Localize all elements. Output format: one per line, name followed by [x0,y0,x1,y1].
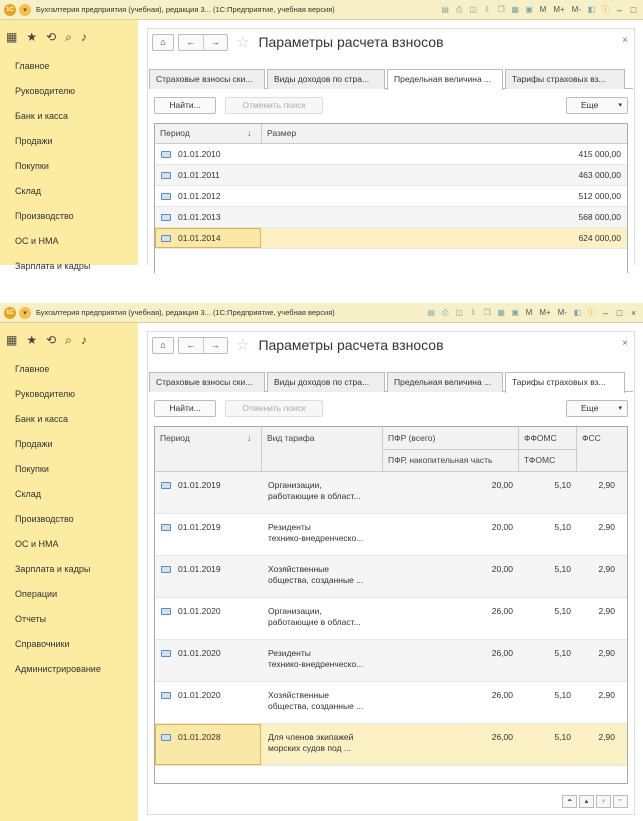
record-icon [161,482,171,489]
favorites-star-icon[interactable]: ★ [26,30,38,44]
tariff-line-1: Хозяйственные [268,564,329,574]
command-bar [154,400,628,418]
size-cell: 415 000,00 [578,149,621,159]
memory-mplus-button[interactable]: M+ [553,5,565,14]
home-icon: ⌂ [160,37,166,47]
close-icon[interactable]: × [622,35,628,46]
search-icon[interactable]: ⌕ [65,332,72,347]
forward-button[interactable]: → [210,36,220,47]
record-icon [161,151,171,158]
app-window-top [0,0,643,271]
maximize-button[interactable]: □ [616,307,623,318]
pfr-cell: 26,00 [491,690,513,700]
tab-insurance-scales[interactable]: Страховые взносы ски... [149,69,265,89]
col-tariff[interactable]: Вид тарифа [267,433,315,443]
sidebar-item-assets[interactable]: ОС и НМА [15,236,59,246]
sidebar-item-manager[interactable]: Руководителю [15,86,76,96]
tariff-cell [268,480,380,502]
tariff-line-1: Организации, [268,480,322,490]
period-cell: 01.01.2019 [178,564,221,574]
title-bar [0,303,643,323]
memory-mplus-button[interactable]: M+ [539,308,551,317]
history-icon[interactable]: ⟲ [46,333,57,347]
ffoms-cell: 5,10 [554,480,571,490]
calendar-icon[interactable]: ▣ [511,308,519,317]
period-cell: 01.01.2012 [178,191,221,201]
more-button[interactable] [566,400,628,417]
search-icon[interactable]: ⌕ [65,29,72,44]
1c-logo-icon: 1С [4,307,16,319]
sidebar-item-salary[interactable]: Зарплата и кадры [15,564,91,574]
pfr-cell: 20,00 [491,522,513,532]
tariff-cell [268,690,380,712]
record-icon [161,608,171,615]
period-cell: 01.01.2020 [178,690,221,700]
col-pfr-total[interactable]: ПФР (всего) [388,433,436,443]
scroll-up-button[interactable]: ▲ [579,795,594,808]
record-icon [161,692,171,699]
sidebar-item-salary[interactable]: Зарплата и кадры [15,261,91,271]
period-cell: 01.01.2010 [178,149,221,159]
print-icon[interactable]: ⎙ [455,4,463,14]
panel-icon[interactable]: ◧ [587,5,596,14]
tariffs-table [154,426,628,784]
history-icon[interactable]: ⟲ [46,30,57,44]
sidebar-item-main[interactable]: Главное [15,364,50,374]
size-cell: 568 000,00 [578,212,621,222]
sidebar-item-catalogs[interactable]: Справочники [15,639,70,649]
sidebar-item-assets[interactable]: ОС и НМА [15,539,59,549]
page-title: Параметры расчета взносов [258,337,444,353]
print-icon[interactable]: ⎙ [441,307,449,317]
app-window-bottom [0,303,643,821]
sidebar-item-operations[interactable]: Операции [15,589,58,599]
attach-icon[interactable]: ⇩ [469,308,477,317]
tariff-line-1: Для членов экипажей [268,732,354,742]
tariff-line-1: Хозяйственные [268,690,329,700]
sidebar-item-main[interactable]: Главное [15,61,50,71]
1c-logo-icon: 1С [4,4,16,16]
forward-button[interactable]: → [210,339,220,350]
table-row[interactable] [155,144,627,165]
col-pfr-funded[interactable]: ПФР, накопительная часть [388,455,493,465]
period-cell: 01.01.2013 [178,212,221,222]
sidebar-item-warehouse[interactable]: Склад [15,489,42,499]
sidebar-item-production[interactable]: Производство [15,211,74,221]
save-icon[interactable]: ▤ [441,5,449,14]
preview-icon[interactable]: ◫ [455,308,463,317]
window-title: Бухгалтерия предприятия (учебная), редакция 3... (1С:Предприятие, учебная версия) [36,308,335,317]
table-row[interactable] [155,556,627,598]
content-area [140,323,643,821]
size-cell: 624 000,00 [578,233,621,243]
table-row[interactable] [155,640,627,682]
tab-insurance-scales[interactable]: Страховые взносы ски... [149,372,265,392]
title-bar [0,0,643,20]
bell-icon[interactable]: ♪ [80,30,87,44]
tariff-cell [268,564,380,586]
memory-mminus-button[interactable]: M- [557,308,567,317]
form-panel [147,331,635,815]
nav-arrows [178,337,228,354]
home-button[interactable] [152,337,174,354]
back-button[interactable]: ← [179,35,204,50]
tariff-line-2: работающие в област... [268,617,361,627]
find-button[interactable]: Найти... [154,97,216,114]
record-icon [161,650,171,657]
chevron-down-icon: ▾ [618,405,622,412]
back-button[interactable]: ← [179,338,204,353]
table-row[interactable] [155,186,627,207]
info-icon[interactable]: ⓘ [587,308,596,317]
bell-icon[interactable]: ♪ [80,333,87,347]
cancel-search-button[interactable]: Отменить поиск [225,400,323,417]
record-icon [161,172,171,179]
form-panel [147,28,635,265]
sidebar [0,323,138,821]
ffoms-cell: 5,10 [554,606,571,616]
ffoms-cell: 5,10 [554,732,571,742]
fss-cell: 2,90 [598,564,615,574]
sidebar-item-purchases[interactable]: Покупки [15,161,49,171]
table-header [155,427,627,472]
tariff-line-1: Резиденты [268,648,311,658]
tariff-line-2: технико-внедренческо... [268,659,364,669]
ffoms-cell: 5,10 [554,648,571,658]
col-period[interactable]: Период [160,128,190,138]
pfr-cell: 20,00 [491,564,513,574]
sidebar-item-bank[interactable]: Банк и касса [15,414,68,424]
favorite-star-icon[interactable]: ☆ [236,34,250,51]
tab-tariffs[interactable]: Тарифы страховых вз... [505,372,625,393]
period-cell: 01.01.2011 [178,170,220,180]
period-cell: 01.01.2020 [178,648,221,658]
command-bar [154,97,628,115]
period-cell: 01.01.2028 [178,732,221,742]
fss-cell: 2,90 [598,690,615,700]
table-row[interactable] [155,682,627,724]
tariff-cell [268,606,380,628]
close-icon[interactable]: × [622,338,628,349]
col-period[interactable]: Период [160,433,190,443]
sort-down-icon[interactable]: ↓ [247,128,252,138]
memory-mminus-button[interactable]: M- [571,5,581,14]
record-icon [161,235,171,242]
fss-cell: 2,90 [598,480,615,490]
content-area [140,20,643,265]
period-cell: 01.01.2019 [178,522,221,532]
apps-grid-icon[interactable]: ▦ [6,30,18,44]
record-icon [161,734,171,741]
info-icon[interactable]: ⓘ [601,5,610,14]
period-cell: 01.01.2014 [178,233,221,243]
col-tfoms[interactable]: ТФОМС [524,455,556,465]
selected-cell [155,724,261,765]
sidebar-item-warehouse[interactable]: Склад [15,186,42,196]
col-ffoms[interactable]: ФФОМС [524,433,557,443]
favorite-star-icon[interactable]: ☆ [236,337,250,354]
table-row[interactable] [155,472,627,514]
tab-tariffs[interactable]: Тарифы страховых вз... [505,69,625,89]
list-scroll-buttons [562,795,628,808]
cancel-search-button[interactable]: Отменить поиск [225,97,323,114]
sort-down-icon[interactable]: ↓ [247,433,252,443]
pfr-cell: 26,00 [491,732,513,742]
tariff-line-1: Организации, [268,606,322,616]
home-icon: ⌂ [160,340,166,350]
minimize-button[interactable]: – [602,307,608,318]
memory-m-button[interactable]: M [525,308,533,317]
sidebar-item-sales[interactable]: Продажи [15,439,53,449]
maximize-button[interactable]: □ [630,4,637,15]
preview-icon[interactable]: ◫ [469,5,477,14]
page-title: Параметры расчета взносов [258,34,444,50]
fss-cell: 2,90 [598,732,615,742]
calendar-icon[interactable]: ▣ [525,5,533,14]
main-menu-icon[interactable]: ▾ [19,307,31,319]
period-cell: 01.01.2019 [178,480,221,490]
sidebar-item-production[interactable]: Производство [15,514,74,524]
copy-icon[interactable]: ❐ [497,5,505,14]
memory-m-button[interactable]: M [539,5,547,14]
copy-icon[interactable]: ❐ [483,308,491,317]
minimize-button[interactable]: – [616,4,622,15]
panel-icon[interactable]: ◧ [573,308,582,317]
table-row[interactable] [155,598,627,640]
table-row[interactable] [155,228,627,249]
nav-arrows [178,34,228,51]
record-icon [161,566,171,573]
record-icon [161,214,171,221]
sidebar [0,20,138,271]
more-button[interactable] [566,97,628,114]
ffoms-cell: 5,10 [554,690,571,700]
sidebar-item-bank[interactable]: Банк и касса [15,111,68,121]
window-title: Бухгалтерия предприятия (учебная), редакция 3... (1С:Предприятие, учебная версия) [36,5,335,14]
scroll-last-button[interactable]: ⏷ [613,795,628,808]
ffoms-cell: 5,10 [554,522,571,532]
tab-limit-value[interactable]: Предельная величина ... [387,69,503,90]
limit-table [154,123,628,273]
record-icon [161,193,171,200]
tariff-cell [268,732,380,754]
calculator-icon[interactable]: ▦ [511,5,519,14]
more-label: Еще [581,100,599,110]
table-row[interactable] [155,724,627,766]
sidebar-item-admin[interactable]: Администрирование [15,664,101,674]
ffoms-cell: 5,10 [554,564,571,574]
pfr-cell: 26,00 [491,606,513,616]
more-label: Еще [581,403,599,413]
fss-cell: 2,90 [598,606,615,616]
apps-grid-icon[interactable]: ▦ [6,333,18,347]
chevron-down-icon: ▾ [618,102,622,109]
calculator-icon[interactable]: ▦ [497,308,505,317]
sidebar-item-purchases[interactable]: Покупки [15,464,49,474]
tab-bar [149,69,633,89]
col-size[interactable]: Размер [267,128,297,138]
size-cell: 463 000,00 [578,170,621,180]
tab-income-types[interactable]: Виды доходов по стра... [267,372,385,392]
table-row[interactable] [155,514,627,556]
save-icon[interactable]: ▤ [427,308,435,317]
pfr-cell: 20,00 [491,480,513,490]
tab-income-types[interactable]: Виды доходов по стра... [267,69,385,89]
tariff-cell [268,522,380,544]
tariff-line-1: Резиденты [268,522,311,532]
favorites-star-icon[interactable]: ★ [26,333,38,347]
find-button[interactable]: Найти... [154,400,216,417]
record-icon [161,524,171,531]
tab-limit-value[interactable]: Предельная величина ... [387,372,503,392]
tab-bar [149,372,633,392]
tariff-cell [268,648,380,670]
table-row[interactable] [155,207,627,228]
home-button[interactable] [152,34,174,51]
sidebar-item-manager[interactable]: Руководителю [15,389,76,399]
main-menu-icon[interactable]: ▾ [19,4,31,16]
close-window-button[interactable]: × [630,307,637,318]
col-fss[interactable]: ФСС [582,433,601,443]
period-cell: 01.01.2020 [178,606,221,616]
fss-cell: 2,90 [598,522,615,532]
attach-icon[interactable]: ⇩ [483,5,491,14]
size-cell: 512 000,00 [578,191,621,201]
scroll-first-button[interactable]: ⏶ [562,795,577,808]
tariff-line-2: общества, созданные ... [268,701,364,711]
tariff-line-2: общества, созданные ... [268,575,364,585]
table-header [155,124,627,144]
tariff-line-2: морских судов под ... [268,743,351,753]
fss-cell: 2,90 [598,648,615,658]
scroll-down-button[interactable]: ▼ [596,795,611,808]
sidebar-item-reports[interactable]: Отчеты [15,614,47,624]
sidebar-item-sales[interactable]: Продажи [15,136,53,146]
table-row[interactable] [155,165,627,186]
tariff-line-2: работающие в област... [268,491,361,501]
tariff-line-2: технико-внедренческо... [268,533,364,543]
pfr-cell: 26,00 [491,648,513,658]
